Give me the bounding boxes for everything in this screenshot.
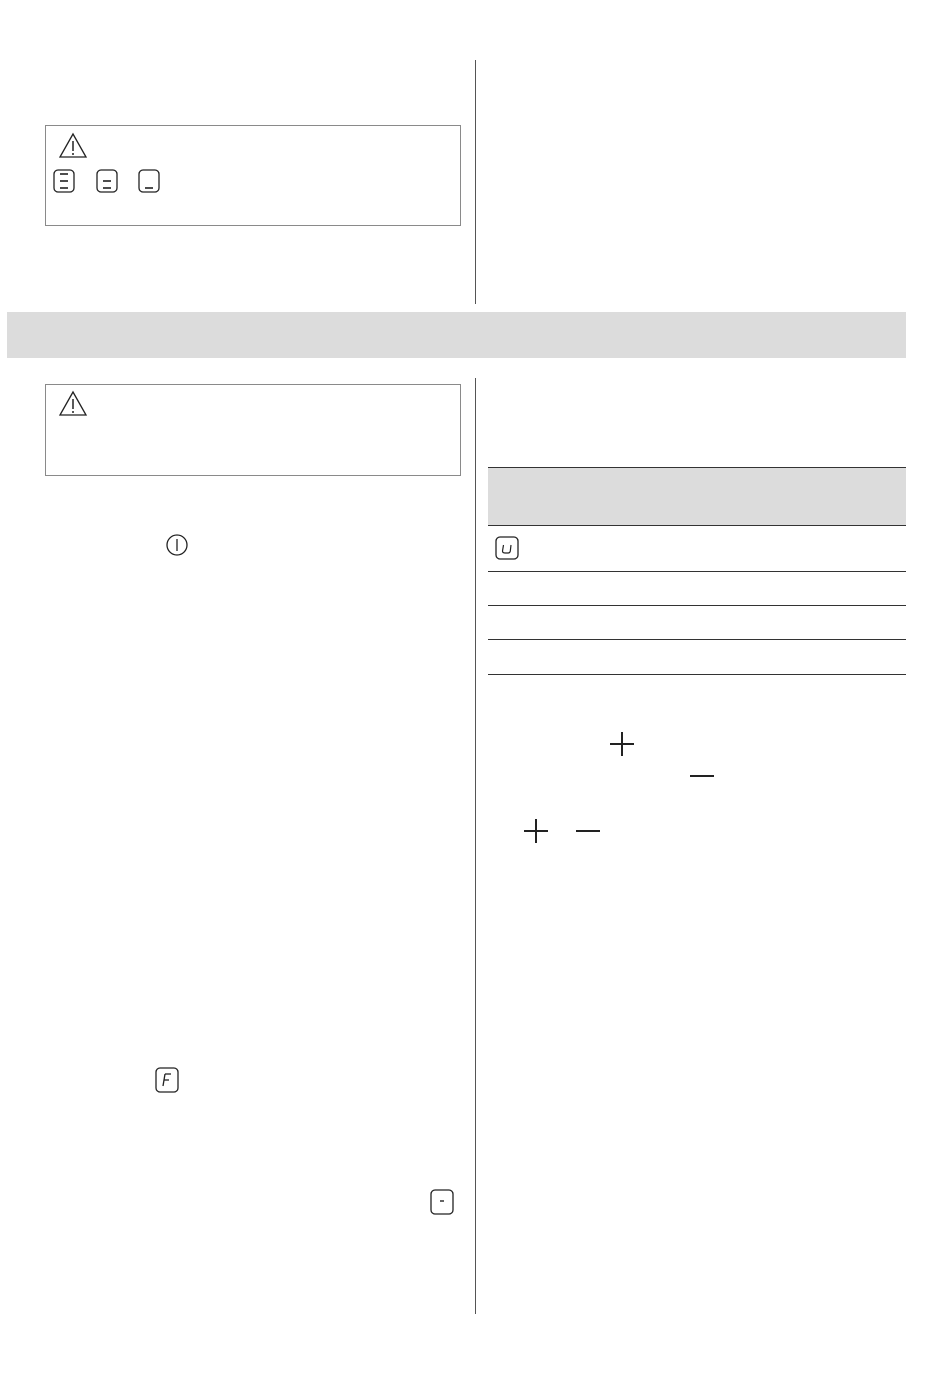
f-display-icon: [155, 1067, 179, 1093]
minus-icon: [689, 774, 715, 778]
table-rule: [488, 571, 906, 572]
warning-triangle-icon: [58, 132, 88, 160]
warning-triangle-icon: [58, 390, 88, 418]
minus-icon: [575, 829, 601, 833]
column-divider-bottom: [475, 378, 476, 1314]
heat-level-2-icon: [96, 169, 118, 193]
dash-display-icon: [430, 1189, 454, 1215]
table-rule: [488, 525, 906, 526]
table-rule: [488, 605, 906, 606]
table-rule: [488, 674, 906, 675]
plus-icon: [523, 818, 549, 844]
heat-level-3-icon: [53, 169, 75, 193]
on-off-icon: [165, 533, 189, 557]
u-display-icon: [495, 536, 519, 560]
warning-box-bottom: [45, 384, 461, 476]
warning-box-top: [45, 125, 461, 226]
heat-level-1-icon: [138, 169, 160, 193]
table-header: [488, 467, 906, 525]
column-divider-top: [475, 60, 476, 304]
plus-icon: [609, 731, 635, 757]
table-rule: [488, 639, 906, 640]
section-header-band: [7, 312, 906, 358]
